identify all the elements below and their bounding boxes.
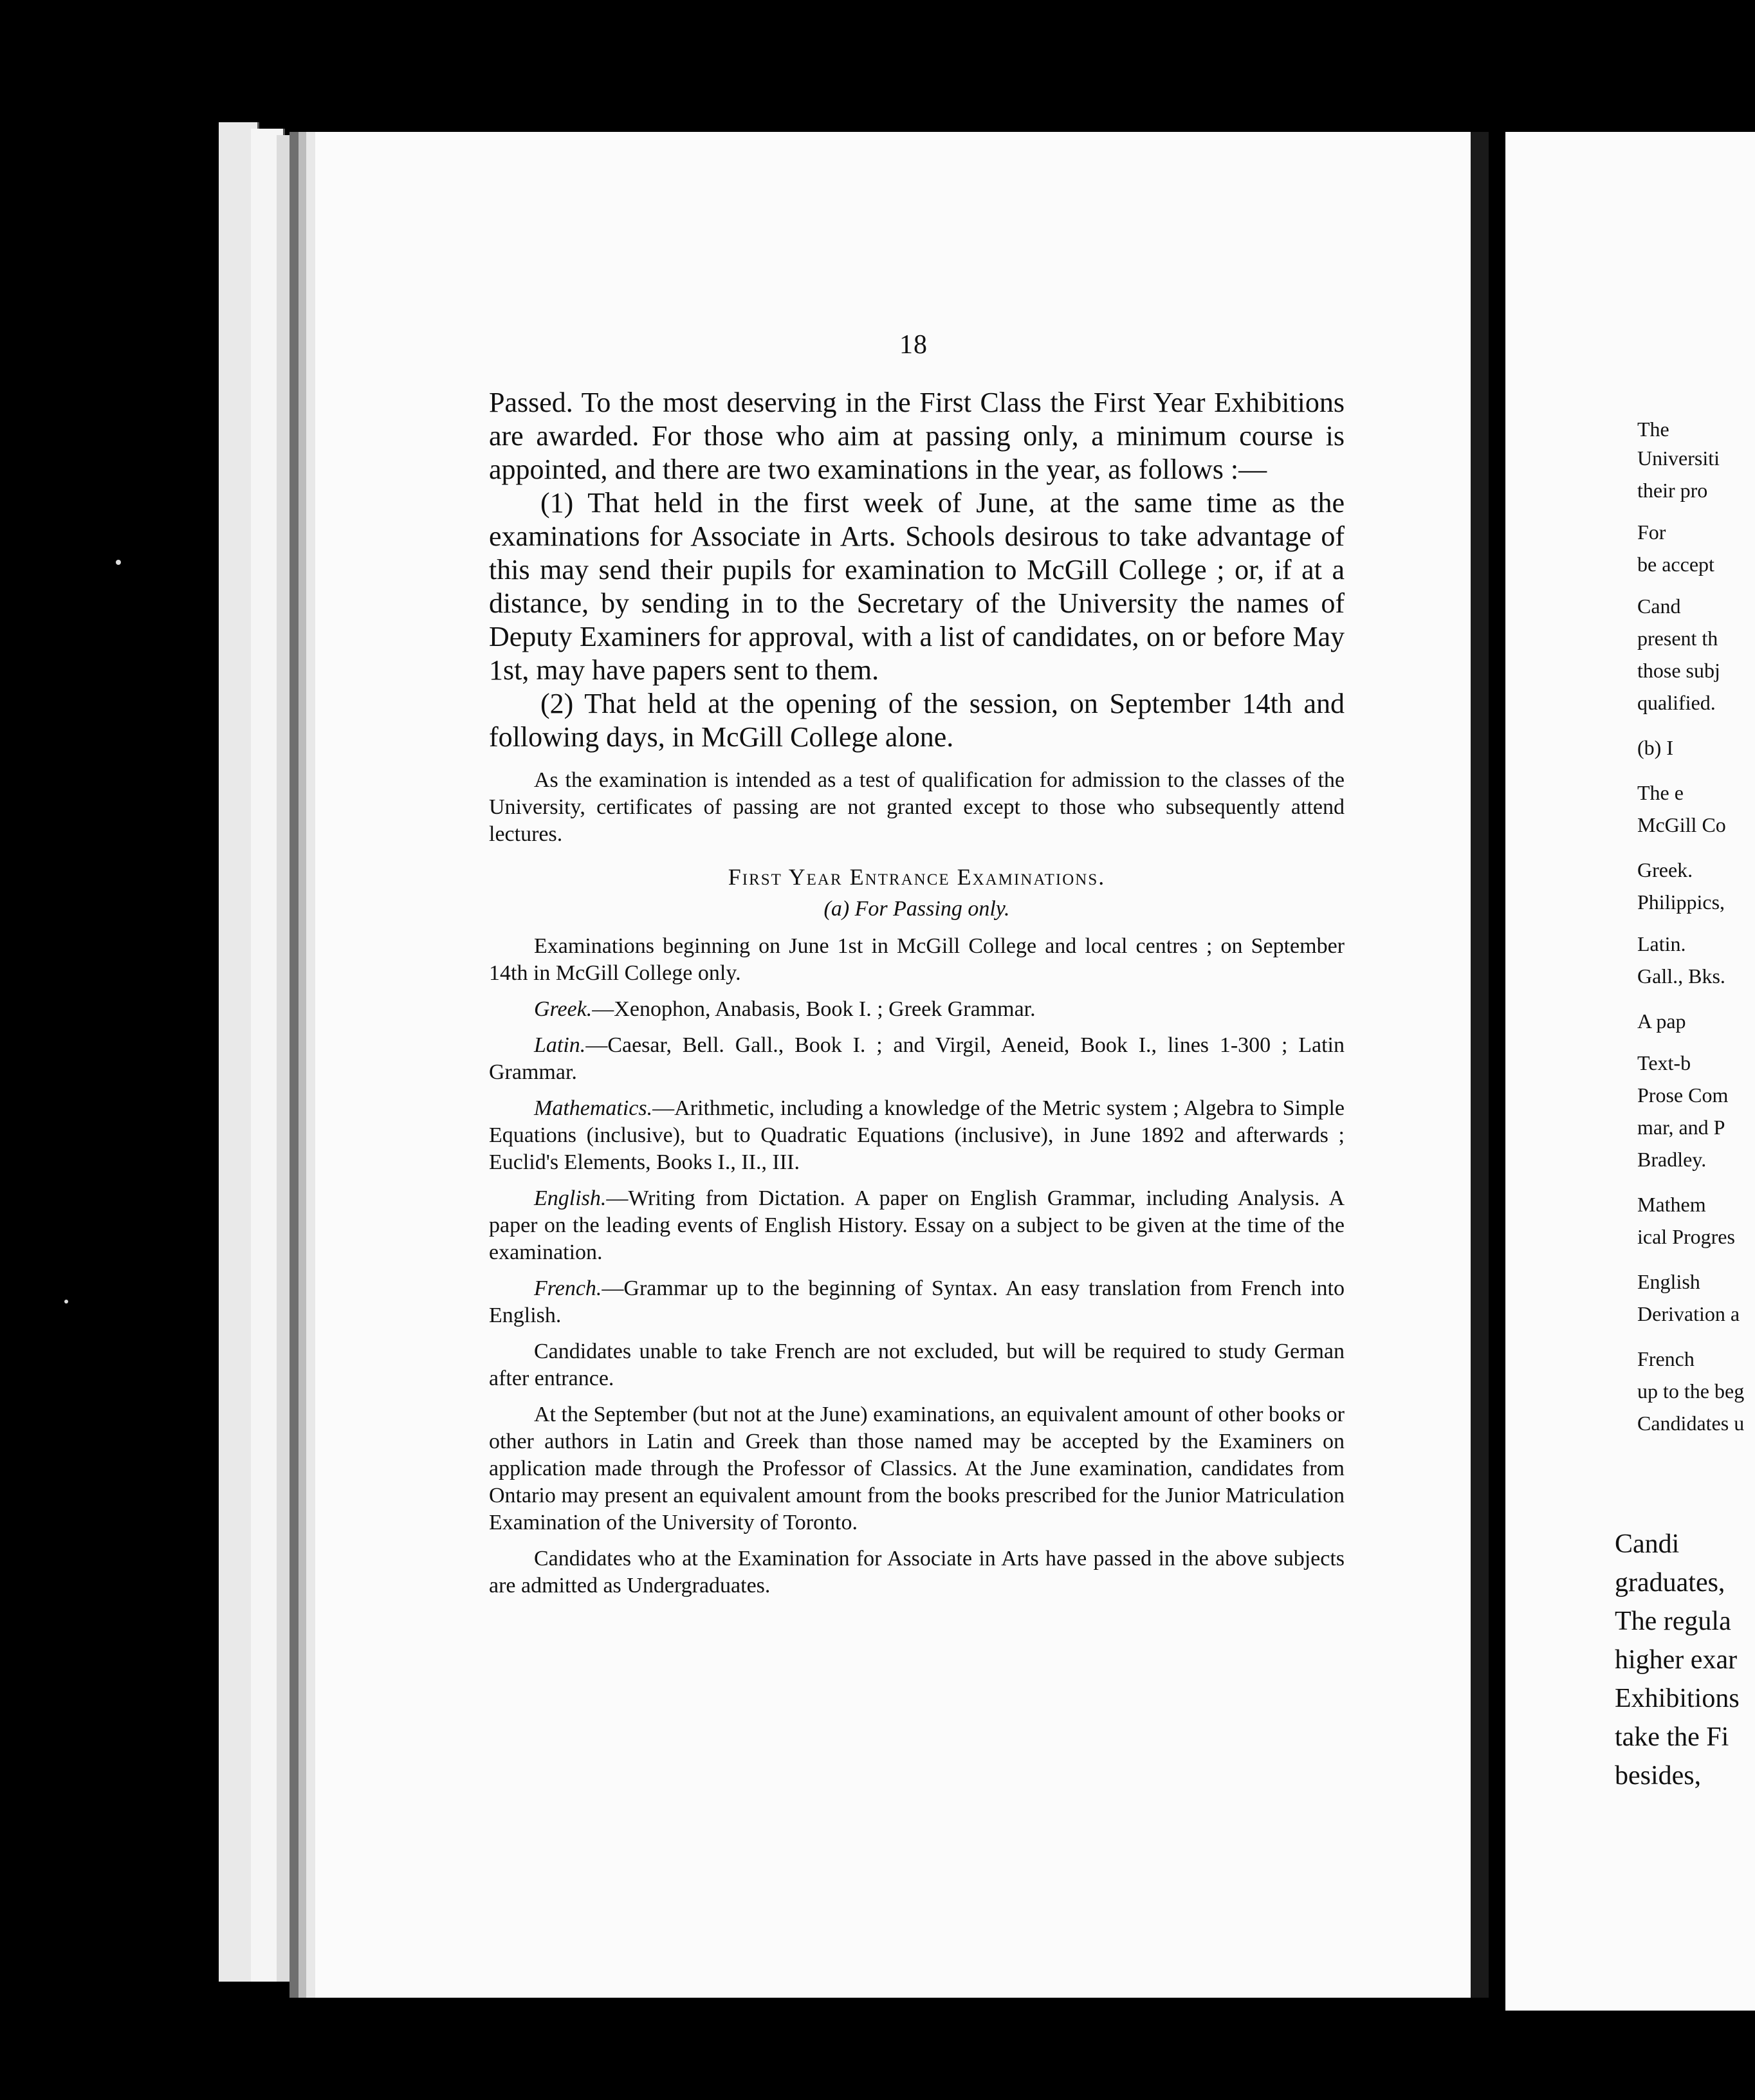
right-page-fragment: be accept [1637,553,1714,576]
right-page-fragment: qualified. [1637,691,1716,714]
right-page-fragment: Mathem [1637,1193,1706,1216]
subject-text: —Writing from Dictation. A paper on English Grammar, including Analysis. A paper on the leading events of English History. Essay on a subject to be given at the time of the examination. [489,1186,1345,1264]
right-page-fragment: For [1637,520,1666,544]
right-page-fragment: Universiti [1637,447,1720,470]
exam-dates: Examinations beginning on June 1st in McGill College and local centres ; on September 14th in McGill College only. [489,934,1345,985]
right-page-large-fragment: graduates, [1615,1568,1725,1598]
right-page-fragment: The [1637,418,1669,441]
right-page-fragment: mar, and P [1637,1116,1725,1139]
subject-english [489,1185,1345,1266]
subject-text: —Xenophon, Anabasis, Book I. ; Greek Grammar. [592,997,1036,1021]
exam-item-2: (2) That held at the opening of the session, on September 14th and following days, in McGill College alone. [489,688,1345,753]
section-heading: First Year Entrance Examinations. [728,864,1106,890]
subject-name: French. [534,1276,602,1300]
right-page-fragment: Derivation a [1637,1302,1740,1325]
right-page-fragment: Greek. [1637,858,1693,881]
right-page-fragment: Bradley. [1637,1148,1707,1171]
september-note: At the September (but not at the June) examinations, an equivalent amount of other books or other authors in Latin and Greek than those named may be accepted by the Examiners on application made through the Professor of Classics. At the June examination, candidates from Ontario may present an equivalent amount from the books prescribed for the Junior Matriculation Examination of the University of Toronto. [489,1403,1345,1534]
subject-french [489,1275,1345,1329]
main-text-block [489,386,1345,1608]
right-page-fragment: Gall., Bks. [1637,964,1725,988]
right-page-fragment: Candidates u [1637,1412,1745,1435]
right-page-fragment: ical Progres [1637,1225,1735,1248]
right-page-fragment: Prose Com [1637,1083,1729,1107]
french-note: Candidates unable to take French are not excluded, but will be required to study German after entrance. [489,1340,1345,1390]
qualification-note: As the examination is intended as a test of qualification for admission to the classes of the University, certificates of passing are not granted except to those who subsequently attend lectures. [489,768,1345,846]
subsection-heading: (a) For Passing only. [823,897,1010,921]
right-page-fragment: Philippics, [1637,890,1725,914]
right-page-fragment: (b) I [1637,736,1673,759]
scan-speck [64,1300,68,1303]
subject-name: Mathematics. [534,1096,653,1120]
subject-greek [489,996,1345,1023]
subject-mathematics [489,1095,1345,1176]
right-page-large-fragment: The regula [1615,1607,1731,1636]
right-page-large-fragment: higher exar [1615,1645,1738,1675]
right-page-fragment: French [1637,1347,1695,1370]
right-page-fragment: their pro [1637,479,1708,502]
right-page-fragment: Cand [1637,594,1681,618]
right-page-fragment: The e [1637,781,1684,804]
right-page-large-fragment: besides, [1615,1761,1702,1791]
subject-text: —Grammar up to the beginning of Syntax. An easy translation from French into English. [489,1276,1345,1327]
right-page-fragment: present th [1637,627,1718,650]
right-page-fragment: A pap [1637,1009,1686,1033]
subject-name: Greek. [534,997,593,1021]
right-page-large-fragment: Candi [1615,1529,1680,1559]
exam-item-1: (1) That held in the first week of June, at the same time as the examinations for Associate in Arts. Schools desirous to take advantage of this may send their pupils for examination to McGill College ; or, if at a distance, by sending in to the Secretary of the University the names of Deputy Examiners for approval, with a list of candidates, on or before May 1st, may have papers sent to them. [489,487,1345,686]
associate-note: Candidates who at the Examination for Associate in Arts have passed in the above subjects are admitted as Undergraduates. [489,1547,1345,1598]
page-number: 18 [899,330,928,360]
right-page-fragment: McGill Co [1637,813,1726,836]
right-page-fragment: up to the beg [1637,1379,1745,1403]
right-page-fragment: Latin. [1637,932,1686,955]
right-page-large-fragment: take the Fi [1615,1722,1729,1752]
subject-text: —Arithmetic, including a knowledge of the Metric system ; Algebra to Simple Equations (inclusive), but to Quadratic Equations (inclusive), in June 1892 and afterwards ; Euclid's Elements, Books I., II., III. [489,1096,1345,1174]
right-page-fragment: English [1637,1270,1700,1293]
intro-paragraph: Passed. To the most deserving in the First Class the First Year Exhibitions are awarded. For those who aim at passing only, a minimum course is appointed, and there are two examinations in the year, as follows :— [489,387,1345,485]
scan-speck [116,560,121,565]
subject-latin [489,1032,1345,1086]
subject-name: Latin. [534,1033,586,1057]
subject-text: —Caesar, Bell. Gall., Book I. ; and Virgil, Aeneid, Book I., lines 1-300 ; Latin Grammar. [489,1033,1345,1084]
right-page-large-fragment: Exhibitions [1615,1684,1740,1713]
right-page-fragment: those subj [1637,659,1720,682]
subject-name: English. [534,1186,607,1210]
right-page-fragment: Text-b [1637,1051,1691,1074]
